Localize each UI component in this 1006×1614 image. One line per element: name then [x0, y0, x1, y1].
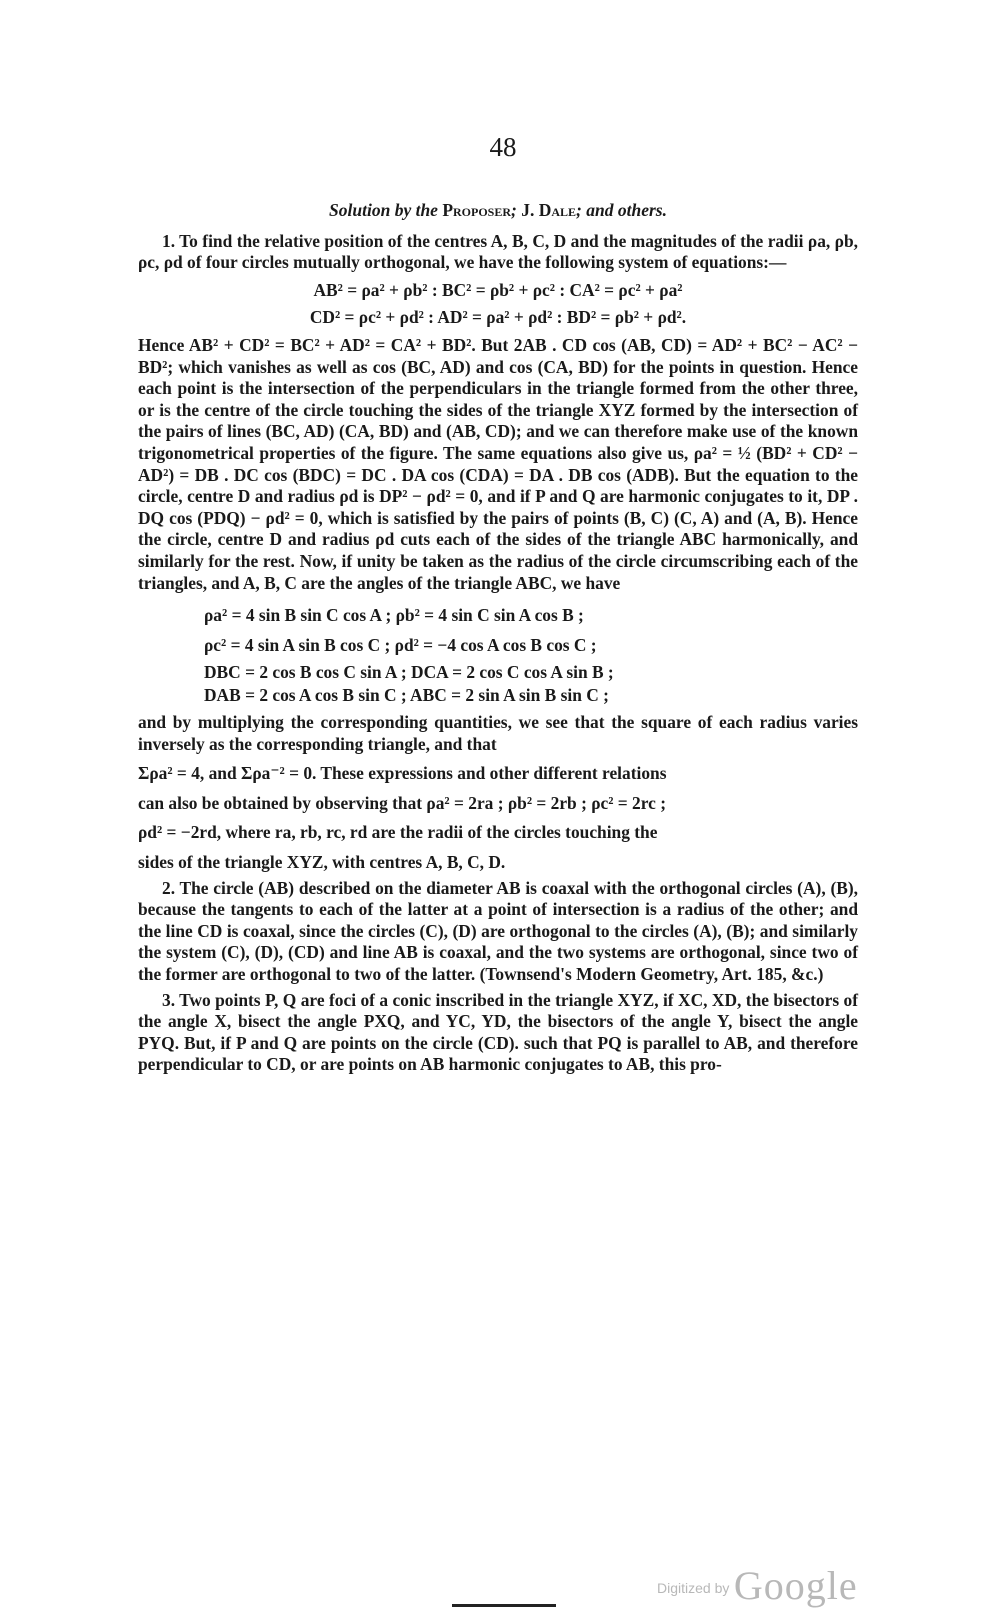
equation-3: ρa² = 4 sin B sin C cos A ; ρb² = 4 sin C sin A cos B ; [204, 605, 584, 626]
paragraph-1-body-a: Hence AB² + CD² = BC² + AD² = CA² + BD². But 2AB . CD cos (AB, CD) = AD² + BC² − AC² − BD²; which vanishes as well as cos (BC, AD) and cos (CA, BD) for the points in question. Hence each point is the intersection of the perpendiculars in the triangle formed from the other three, or is the centre of the circle touching the sides of the triangle XYZ formed by the intersection of the pairs of lines (BC, AD) (CA, BD) and (AB, CD); and we can therefore make use of the known trigonometrical properties of the figure. The same equations also give us, ρa² = ½ (BD² + CD² − AD²) = DB . DC cos (BDC) = DC . DA cos (CDA) = DA . DB cos (ADB). But the equation to the circle, centre D and radius ρd is DP² − ρd² = 0, and if P and Q are harmonic conjugates to it, DP . DQ cos (PDQ) − ρd² = 0, which is satisfied by the pairs of points (B, C) (C, A) and (A, B). Hence the circle, centre D and radius ρd cuts each of the sides of the triangle ABC harmonically, and similarly for the rest. Now, if unity be taken as the radius of the circle circumscribing each of the triangles, and A, B, C are the angles of the triangle ABC, we have [138, 334, 858, 593]
equation-4: ρc² = 4 sin A sin B cos C ; ρd² = −4 cos A cos B cos C ; [204, 635, 597, 656]
bottom-rule [452, 1604, 556, 1607]
page-body [138, 200, 858, 1076]
paragraph-1-intro: 1. To find the relative position of the centres A, B, C, D and the magnitudes of the radii ρa, ρb, ρc, ρd of four circles mutually orthogonal, we have the following system of equations:— [138, 230, 858, 273]
heading-proposer: Proposer [442, 200, 512, 220]
page-number: 48 [489, 132, 517, 162]
paragraph-1-line-f: sides of the triangle XYZ, with centres A, B, C, D. [138, 852, 506, 873]
equation-5: DBC = 2 cos B cos C sin A ; DCA = 2 cos C cos A sin B ; [204, 662, 614, 683]
heading-name: J. Dale [521, 200, 577, 220]
paragraph-1-line-c: Σρa² = 4, and Σρa⁻² = 0. These expressions and other different relations [138, 763, 667, 784]
heading-suffix: and others. [586, 200, 667, 220]
solution-heading [138, 200, 858, 222]
watermark-prefix: Digitized by [657, 1580, 730, 1596]
digitized-watermark [657, 1562, 858, 1609]
equation-6: DAB = 2 cos A cos B sin C ; ABC = 2 sin A sin B sin C ; [204, 685, 609, 706]
paragraph-1-line-e: ρd² = −2rd, where ra, rb, rc, rd are the radii of the circles touching the [138, 822, 658, 843]
heading-sep-2: ; [576, 200, 582, 220]
paragraph-1-line-d: can also be obtained by observing that ρa² = 2ra ; ρb² = 2rb ; ρc² = 2rc ; [138, 792, 667, 813]
paragraph-3: 3. Two points P, Q are foci of a conic inscribed in the triangle XYZ, if XC, XD, the bisectors of the angle X, bisect the angle PXQ, and YC, YD, the bisectors of the angle Y, bisect the angle PYQ. But, if P and Q are points on the circle (CD). such that PQ is parallel to AB, and therefore perpendicular to CD, or are points on AB harmonic conjugates to AB, this pro- [138, 989, 858, 1075]
heading-sep-1: ; [511, 200, 517, 220]
paragraph-1-body-b: and by multiplying the corresponding quantities, we see that the square of each radius varies inversely as the corresponding triangle, and that [138, 712, 858, 754]
heading-prefix: Solution by the [329, 200, 438, 220]
paragraph-2: 2. The circle (AB) described on the diameter AB is coaxal with the orthogonal circles (A), (B), because the tangents to each of the latter at a point of intersection is a radius of the other; and the line CD is coaxal, since the circles (C), (D) are orthogonal to the circles (A), (B); and similarly the system (C), (D), (CD) and line AB is coaxal, and the two systems are orthogonal, since two of the former are orthogonal to two of the latter. (Townsend's Modern Geometry, Art. 185, &c.) [138, 877, 858, 985]
watermark-brand-logo: Google [733, 1563, 858, 1608]
equation-1: AB² = ρa² + ρb² : BC² = ρb² + ρc² : CA² = ρc² + ρa² [313, 279, 683, 300]
equation-2: CD² = ρc² + ρd² : AD² = ρa² + ρd² : BD² = ρb² + ρd². [309, 307, 687, 328]
